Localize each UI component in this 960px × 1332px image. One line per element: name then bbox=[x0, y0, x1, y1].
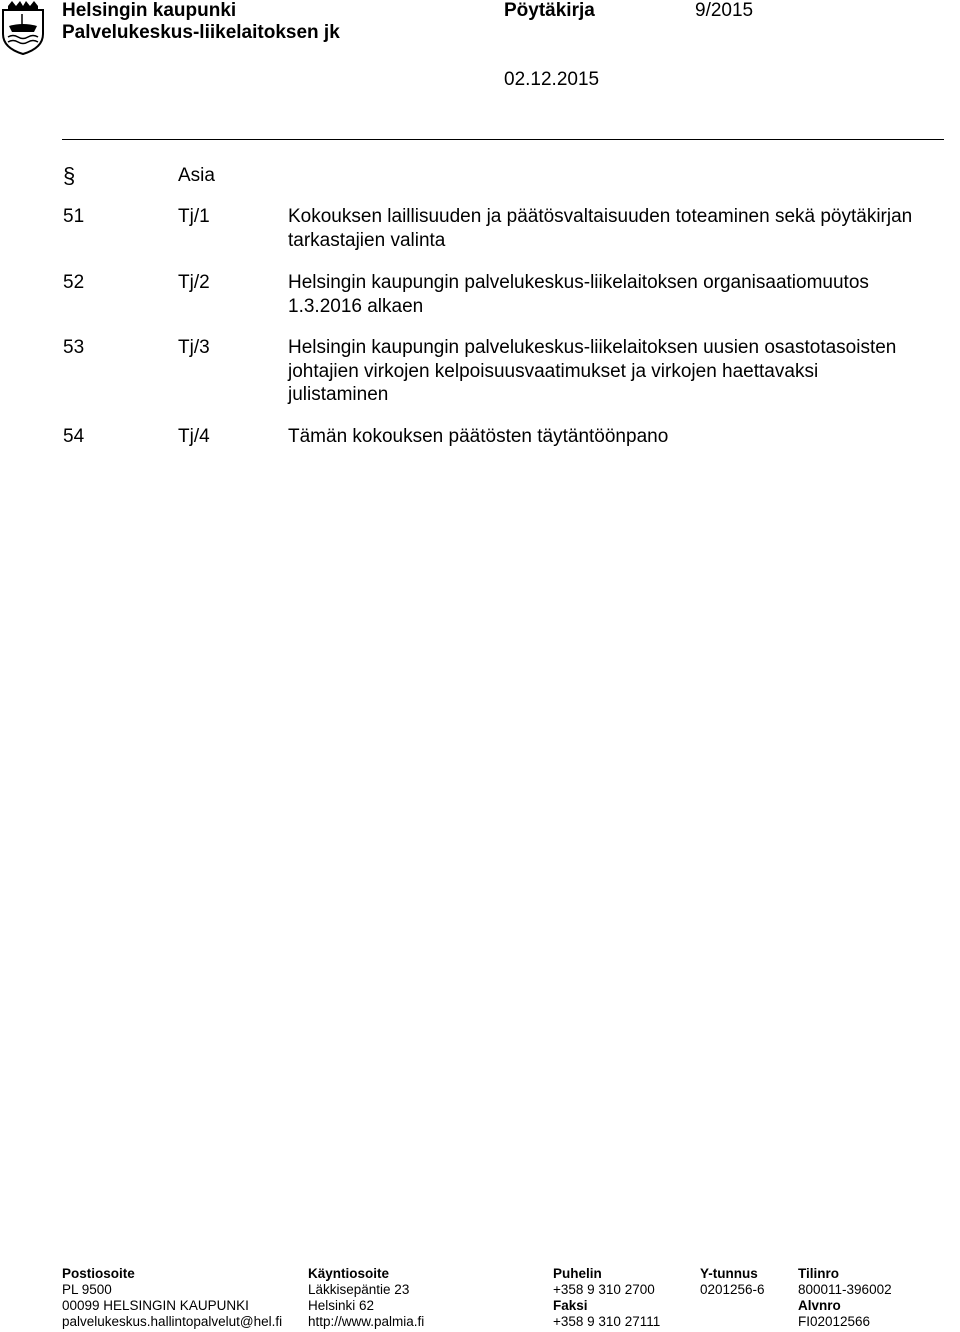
fax-number: +358 9 310 27111 bbox=[553, 1314, 661, 1329]
postal-city: 00099 HELSINGIN KAUPUNKI bbox=[62, 1298, 249, 1313]
phone-number: +358 9 310 2700 bbox=[553, 1282, 655, 1297]
business-id-label: Y-tunnus bbox=[700, 1266, 758, 1281]
phone-label: Puhelin bbox=[553, 1266, 602, 1281]
subject-heading: Asia bbox=[178, 165, 215, 186]
visiting-street: Läkkisepäntie 23 bbox=[308, 1282, 410, 1297]
item-code: Tj/4 bbox=[178, 426, 210, 447]
helsinki-coat-of-arms-logo bbox=[0, 0, 46, 56]
item-number: 51 bbox=[63, 206, 85, 227]
vat-number: FI02012566 bbox=[798, 1314, 871, 1329]
item-code: Tj/3 bbox=[178, 337, 210, 358]
header-divider bbox=[62, 139, 944, 140]
visiting-address-label: Käyntiosoite bbox=[308, 1266, 390, 1281]
fax-label: Faksi bbox=[553, 1298, 588, 1313]
item-title: Tämän kokouksen päätösten täytäntöönpano bbox=[288, 426, 669, 447]
website-url: http://www.palmia.fi bbox=[308, 1314, 425, 1329]
item-number: 54 bbox=[63, 426, 85, 447]
item-number: 53 bbox=[63, 337, 85, 358]
item-code: Tj/1 bbox=[178, 206, 210, 227]
document-type: Pöytäkirja bbox=[504, 0, 595, 21]
section-symbol: § bbox=[63, 163, 76, 188]
postal-box: PL 9500 bbox=[62, 1282, 112, 1297]
postal-address-label: Postiosoite bbox=[62, 1266, 135, 1281]
email-address: palvelukeskus.hallintopalvelut@hel.fi bbox=[62, 1314, 283, 1329]
vat-label: Alvnro bbox=[798, 1298, 841, 1313]
meeting-date: 02.12.2015 bbox=[504, 69, 600, 90]
city-name: Helsingin kaupunki bbox=[62, 0, 237, 21]
visiting-city: Helsinki 62 bbox=[308, 1298, 375, 1313]
document-number: 9/2015 bbox=[695, 0, 754, 21]
item-title: Kokouksen laillisuuden ja päätösvaltaisuuden toteaminen sekä pöytäkirjan tarkastajien valinta bbox=[288, 206, 913, 251]
department-name: Palvelukeskus-liikelaitoksen jk bbox=[62, 22, 340, 43]
item-title: Helsingin kaupungin palvelukeskus-liikelaitoksen uusien osastotasoisten johtajien virkojen kelpoisuusvaatimukset ja virkojen haettavaksi julistaminen bbox=[288, 337, 897, 405]
item-code: Tj/2 bbox=[178, 272, 210, 293]
account-number: 800011-396002 bbox=[798, 1282, 892, 1297]
item-title: Helsingin kaupungin palvelukeskus-liikelaitoksen organisaatiomuutos 1.3.2016 alkaen bbox=[288, 272, 869, 317]
business-id: 0201256-6 bbox=[700, 1282, 765, 1297]
item-number: 52 bbox=[63, 272, 85, 293]
account-label: Tilinro bbox=[798, 1266, 840, 1281]
